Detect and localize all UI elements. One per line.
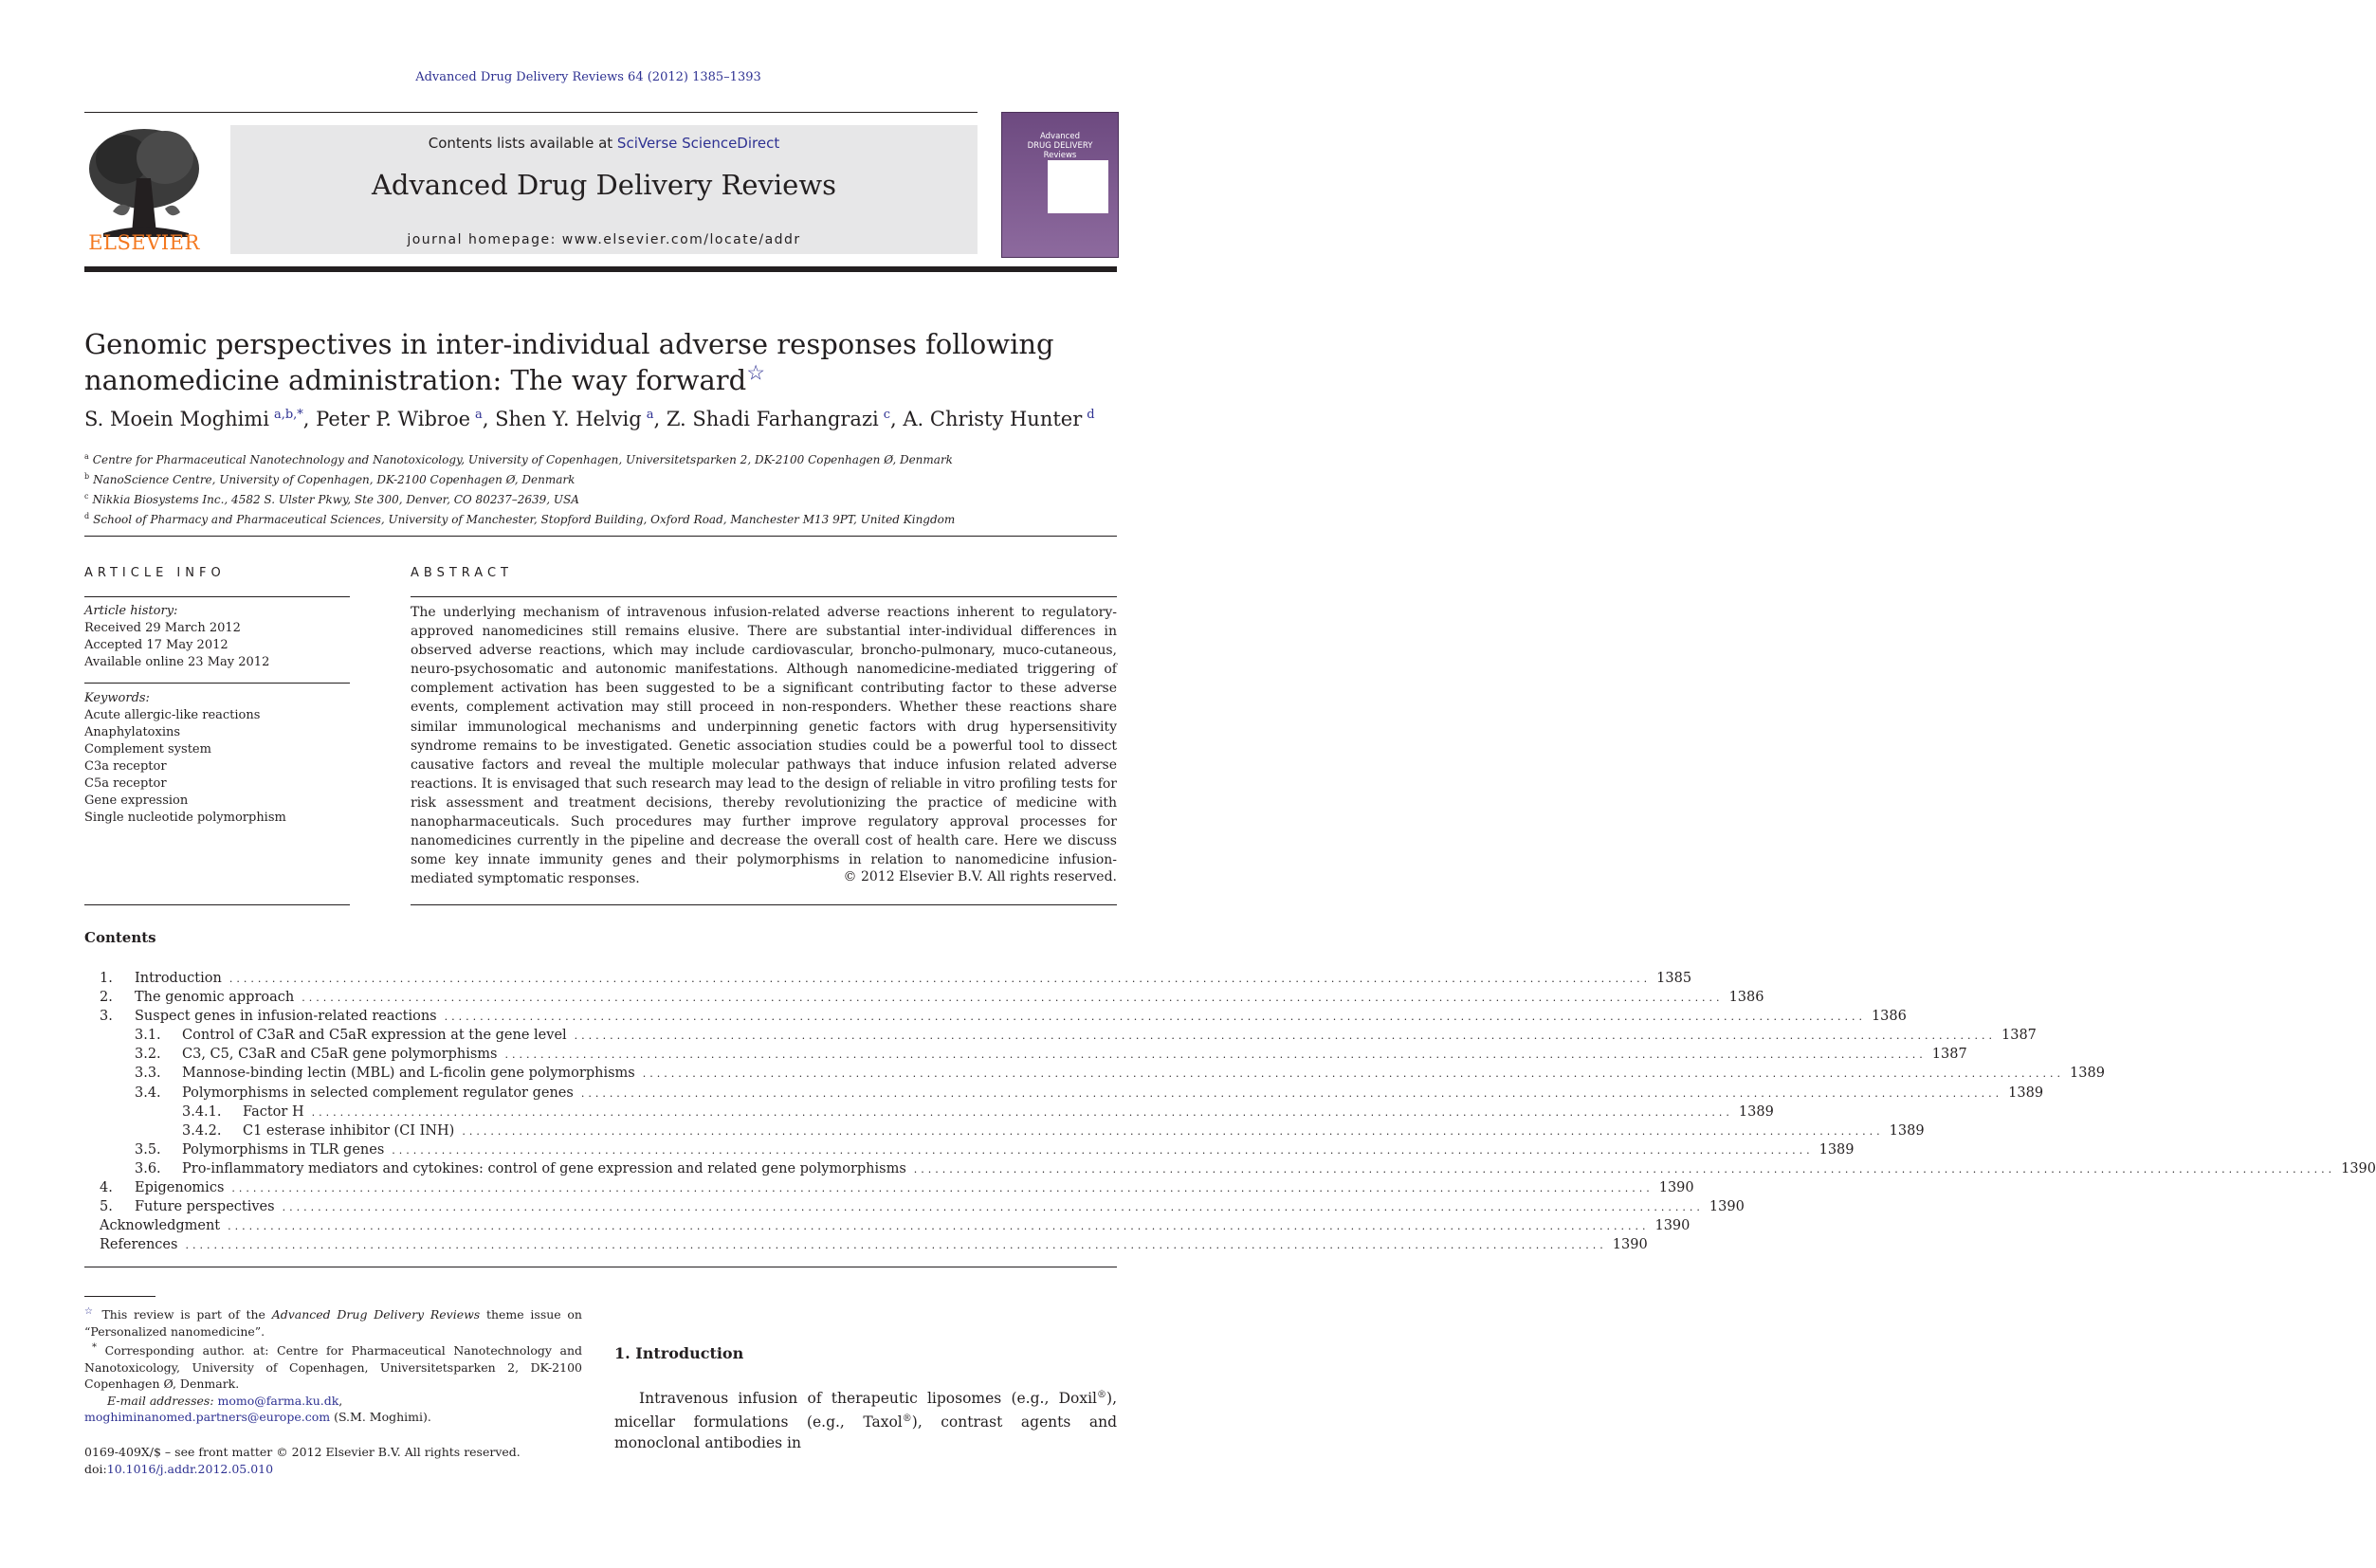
title-footnote-star[interactable]: ☆ (746, 361, 765, 386)
toc-number: 1. (100, 971, 113, 986)
affiliation-item (84, 508, 1127, 528)
toc-entry[interactable] (100, 1235, 1648, 1254)
article-history (84, 603, 350, 671)
toc-number: 4. (100, 1180, 113, 1196)
keywords-label: Keywords: (84, 691, 150, 705)
toc-leader-dots: ........................................................................................................................................................................................................ (444, 1011, 1866, 1024)
toc-number: 3.2. (135, 1047, 161, 1063)
toc-number: 3.1. (135, 1028, 161, 1044)
keyword[interactable]: Gene expression (84, 793, 189, 808)
toc-entry[interactable] (100, 1026, 2037, 1045)
author-name[interactable]: Shen Y. Helvig (495, 408, 642, 430)
email-link-1[interactable]: momo@farma.ku.dk (217, 1393, 339, 1408)
toc-number: 3.4.2. (182, 1122, 222, 1139)
toc-page-number: 1389 (1889, 1122, 1925, 1139)
toc-number: 2. (100, 990, 113, 1006)
toc-entry[interactable] (100, 1045, 1967, 1064)
toc-page-number: 1389 (2070, 1066, 2105, 1082)
toc-page-number: 1385 (1656, 971, 1692, 986)
footnote-star-icon: ☆ (84, 1306, 96, 1317)
affiliation-item (84, 488, 1127, 508)
toc-label: Acknowledgment (100, 1218, 221, 1234)
toc-leader-dots: ........................................................................................................................................................................................................ (913, 1162, 2336, 1176)
corresponding-author-footnote: * Corresponding author. at: Centre for Pharmaceutical Nanotechnology and Nanotoxicology, University of Copenhagen, Universitetsparken 2, DK-2100 Copenhagen Ø, Denmark. (84, 1342, 582, 1392)
author-affiliation-marker[interactable]: a (475, 408, 483, 422)
keyword[interactable]: Single nucleotide polymorphism (84, 811, 286, 825)
author-affiliation-marker[interactable]: c (883, 408, 891, 422)
toc-label: C1 esterase inhibitor (CI INH) (243, 1122, 455, 1139)
received-date: Received 29 March 2012 (84, 621, 241, 635)
author-list (84, 408, 1127, 430)
keyword-list (84, 707, 350, 827)
toc-page-number: 1390 (1709, 1199, 1745, 1215)
history-label: Article history: (84, 604, 178, 618)
toc-number: 3.4.1. (182, 1103, 222, 1120)
theme-issue-footnote: ☆ This review is part of the Advanced Drug Delivery Reviews theme issue on “Personalized nanomedicine”. (84, 1306, 582, 1339)
toc-leader-dots: ........................................................................................................................................................................................................ (642, 1067, 2065, 1081)
contents-availability: Contents lists available at SciVerse ScienceDirect (428, 135, 780, 152)
cover-panel (1048, 160, 1108, 213)
affiliation-key: c (84, 492, 89, 501)
author-separator: , (653, 408, 667, 430)
toc-leader-dots: ........................................................................................................................................................................................................ (228, 1220, 1650, 1233)
author-separator: , (482, 408, 496, 430)
toc-label: The genomic approach (135, 990, 295, 1006)
toc-page-number: 1389 (1738, 1103, 1774, 1120)
toc-page-number: 1390 (2341, 1160, 2376, 1176)
contents-heading: Contents (84, 929, 156, 946)
toc-entry[interactable] (100, 969, 1692, 988)
affiliation-text: Centre for Pharmaceutical Nanotechnology and Nanotoxicology, University of Copenhagen, Universitetsparken 2, DK-2100 Copenhagen Ø, Denmark (92, 453, 953, 466)
issn-line: 0169-409X/$ – see front matter © 2012 Elsevier B.V. All rights reserved. (84, 1445, 521, 1459)
article-info-rule (84, 596, 350, 597)
toc-label: Suspect genes in infusion-related reactions (135, 1009, 437, 1025)
introduction-heading: 1. Introduction (614, 1344, 744, 1362)
toc-number: 5. (100, 1199, 113, 1215)
toc-page-number: 1390 (1654, 1218, 1691, 1234)
toc-entry[interactable] (100, 1178, 1694, 1197)
abstract-copyright: © 2012 Elsevier B.V. All rights reserved. (843, 869, 1117, 884)
toc-number: 3.6. (135, 1160, 161, 1176)
toc-entry[interactable] (100, 1216, 1691, 1235)
toc-page-number: 1387 (1931, 1047, 1967, 1063)
toc-leader-dots: ........................................................................................................................................................................................................ (392, 1143, 1814, 1157)
author-affiliation-marker[interactable]: a,b,* (273, 408, 303, 422)
email-link-2[interactable]: moghiminanomed.partners@europe.com (84, 1410, 331, 1425)
toc-page-number: 1389 (1819, 1141, 1855, 1158)
toc-entry[interactable] (100, 1103, 1774, 1121)
affiliation-text: NanoScience Centre, University of Copenhagen, DK-2100 Copenhagen Ø, Denmark (93, 473, 576, 486)
journal-header-box (230, 125, 978, 254)
toc-label: Mannose-binding lectin (MBL) and L-ficolin gene polymorphisms (182, 1066, 635, 1082)
author-name[interactable]: S. Moein Moghimi (84, 408, 269, 430)
toc-label: Introduction (135, 971, 222, 986)
cover-title: Advanced DRUG DELIVERY Reviews (1027, 132, 1093, 160)
toc-label: Factor H (243, 1103, 304, 1120)
toc-entry[interactable] (100, 1197, 1745, 1216)
toc-leader-dots: ........................................................................................................................................................................................................ (574, 1030, 1996, 1043)
keywords-rule (84, 683, 350, 684)
author-name[interactable]: Peter P. Wibroe (316, 408, 471, 430)
toc-leader-dots: ........................................................................................................................................................................................................ (302, 992, 1724, 1005)
keyword[interactable]: C5a receptor (84, 776, 167, 791)
elsevier-logo[interactable] (84, 121, 204, 259)
toc-label: Epigenomics (135, 1180, 225, 1196)
keyword[interactable]: C3a receptor (84, 759, 167, 774)
toc-leader-dots: ........................................................................................................................................................................................................ (185, 1239, 1607, 1252)
toc-number: 3.3. (135, 1066, 161, 1082)
author-name[interactable]: A. Christy Hunter (903, 408, 1083, 430)
toc-leader-dots: ........................................................................................................................................................................................................ (580, 1086, 2003, 1100)
footnote-rule (84, 1296, 155, 1297)
header-thick-rule (84, 266, 1117, 272)
accepted-date: Accepted 17 May 2012 (84, 638, 228, 652)
toc-leader-dots: ........................................................................................................................................................................................................ (231, 1182, 1654, 1195)
toc-entry[interactable] (100, 988, 1764, 1007)
abstract-text: The underlying mechanism of intravenous infusion-related adverse reactions inherent to regulatory-approved nanomedicines still remains elusive. There are substantial inter-individual differences in observed adverse reactions, which may include cardiovascular, broncho-pulmonary, muco-cutaneous, neuro-psychosomatic and autonomic manifestations. Although nanomedicine-mediated triggering of complement activation has been suggested to be a significant contributing factor to these adverse events, complement activation may still proceed in non-responders. Whether these reactions share similar immunological mechanisms and underpinning genetic factors with drug hypersensitivity syndrome remains to be investigated. Genetic association studies could be a powerful tool to dissect causative factors and reveal the multiple molecular pathways that induce infusion related adverse reactions. It is envisaged that such research may lead to the design of reliable in vitro profiling tests for risk assessment and treatment decisions, thereby revolutionizing the practice of medicine with nanopharmaceuticals. Such procedures may further improve regulatory approval processes for nanomedicines currently in the pipeline and decrease the overall cost of health care. Here we discuss some key innate immunity genes and their polymorphisms in relation to nanomedicine infusion-mediated symptomatic responses. (411, 605, 1117, 887)
doi-link[interactable]: 10.1016/j.addr.2012.05.010 (106, 1462, 274, 1476)
table-of-contents (100, 969, 2376, 1254)
affiliation-list (84, 448, 1127, 528)
footnotes (84, 1304, 582, 1426)
abstract-heading: ABSTRACT (411, 566, 513, 580)
author-affiliation-marker[interactable]: a (646, 408, 654, 422)
author-separator: , (302, 408, 317, 430)
toc-label: Polymorphisms in selected complement regulator genes (182, 1085, 574, 1101)
toc-label: References (100, 1237, 178, 1253)
toc-entry[interactable] (100, 1084, 2044, 1103)
asterisk-icon: * (92, 1342, 97, 1354)
toc-page-number: 1387 (2001, 1028, 2037, 1044)
email-footnote: E-mail addresses: momo@farma.ku.dk, moghiminanomed.partners@europe.com (S.M. Moghimi). (84, 1393, 431, 1425)
affiliation-text: School of Pharmacy and Pharmaceutical Sciences, University of Manchester, Stopford Building, Oxford Road, Manchester M13 9PT, United Kingdom (93, 513, 956, 526)
toc-leader-dots: ........................................................................................................................................................................................................ (228, 973, 1652, 985)
info-bottom-rule (84, 904, 350, 905)
issn-doi (84, 1444, 582, 1478)
toc-number: 3. (100, 1009, 113, 1025)
toc-label: Pro-inflammatory mediators and cytokines: control of gene expression and related gene polymorphisms (182, 1160, 906, 1176)
affiliation-key: d (84, 512, 90, 520)
toc-label: Control of C3aR and C5aR expression at the gene level (182, 1028, 567, 1044)
keyword[interactable]: Complement system (84, 742, 211, 757)
author-separator: , (890, 408, 904, 430)
toc-label: C3, C5, C3aR and C5aR gene polymorphisms (182, 1047, 498, 1063)
abstract-bottom-rule (411, 904, 1117, 905)
toc-leader-dots: ........................................................................................................................................................................................................ (462, 1124, 1884, 1138)
article-title: Genomic perspectives in inter-individual adverse responses following nanomedicine administration: The way forward☆ (84, 328, 1054, 396)
doi-line: doi:10.1016/j.addr.2012.05.010 (84, 1462, 274, 1476)
toc-page-number: 1389 (2008, 1085, 2044, 1101)
toc-leader-dots: ........................................................................................................................................................................................................ (504, 1048, 1927, 1062)
affiliation-item (84, 468, 1127, 488)
elsevier-wordmark: ELSEVIER (88, 231, 200, 254)
author-name[interactable]: Z. Shadi Farhangrazi (666, 408, 879, 430)
header-rule (84, 112, 978, 113)
keyword[interactable]: Acute allergic-like reactions (84, 708, 261, 722)
toc-page-number: 1390 (1612, 1237, 1648, 1253)
toc-page-number: 1390 (1658, 1180, 1694, 1196)
toc-leader-dots: ........................................................................................................................................................................................................ (311, 1105, 1733, 1119)
toc-number: 3.5. (135, 1141, 161, 1158)
toc-label: Future perspectives (135, 1199, 275, 1215)
toc-leader-dots: ........................................................................................................................................................................................................ (282, 1201, 1704, 1214)
affiliation-text: Nikkia Biosystems Inc., 4582 S. Ulster Pkwy, Ste 300, Denver, CO 80237–2639, USA (92, 493, 579, 506)
toc-entry[interactable] (100, 1159, 2376, 1178)
article-info-heading: ARTICLE INFO (84, 566, 226, 580)
toc-number: 3.4. (135, 1085, 161, 1101)
journal-reference[interactable]: Advanced Drug Delivery Reviews 64 (2012) 1385–1393 (415, 70, 761, 84)
introduction-text: Intravenous infusion of therapeutic liposomes (e.g., Doxil®), micellar formulations (e.g., Taxol®), contrast agents and monoclonal antibodies in (614, 1390, 1117, 1452)
journal-homepage[interactable]: journal homepage: www.elsevier.com/locate/addr (407, 232, 801, 247)
abstract-rule (411, 596, 1117, 597)
section-rule (84, 536, 1117, 537)
keywords (84, 690, 350, 827)
toc-page-number: 1386 (1871, 1009, 1907, 1025)
toc-entry[interactable] (100, 1007, 1907, 1026)
author-affiliation-marker[interactable]: d (1087, 408, 1095, 422)
sciencedirect-link[interactable]: SciVerse ScienceDirect (616, 135, 780, 152)
toc-page-number: 1386 (1728, 990, 1764, 1006)
affiliation-key: a (84, 452, 89, 461)
toc-entry[interactable] (100, 1140, 1855, 1159)
journal-title: Advanced Drug Delivery Reviews (371, 169, 837, 201)
keyword[interactable]: Anaphylatoxins (84, 725, 181, 739)
available-date: Available online 23 May 2012 (84, 655, 270, 669)
affiliation-key: b (84, 472, 90, 481)
toc-entry[interactable] (100, 1121, 1925, 1140)
toc-entry[interactable] (100, 1064, 2105, 1083)
journal-cover-image[interactable] (1001, 112, 1119, 258)
affiliation-item (84, 448, 1127, 468)
toc-label: Polymorphisms in TLR genes (182, 1141, 385, 1158)
